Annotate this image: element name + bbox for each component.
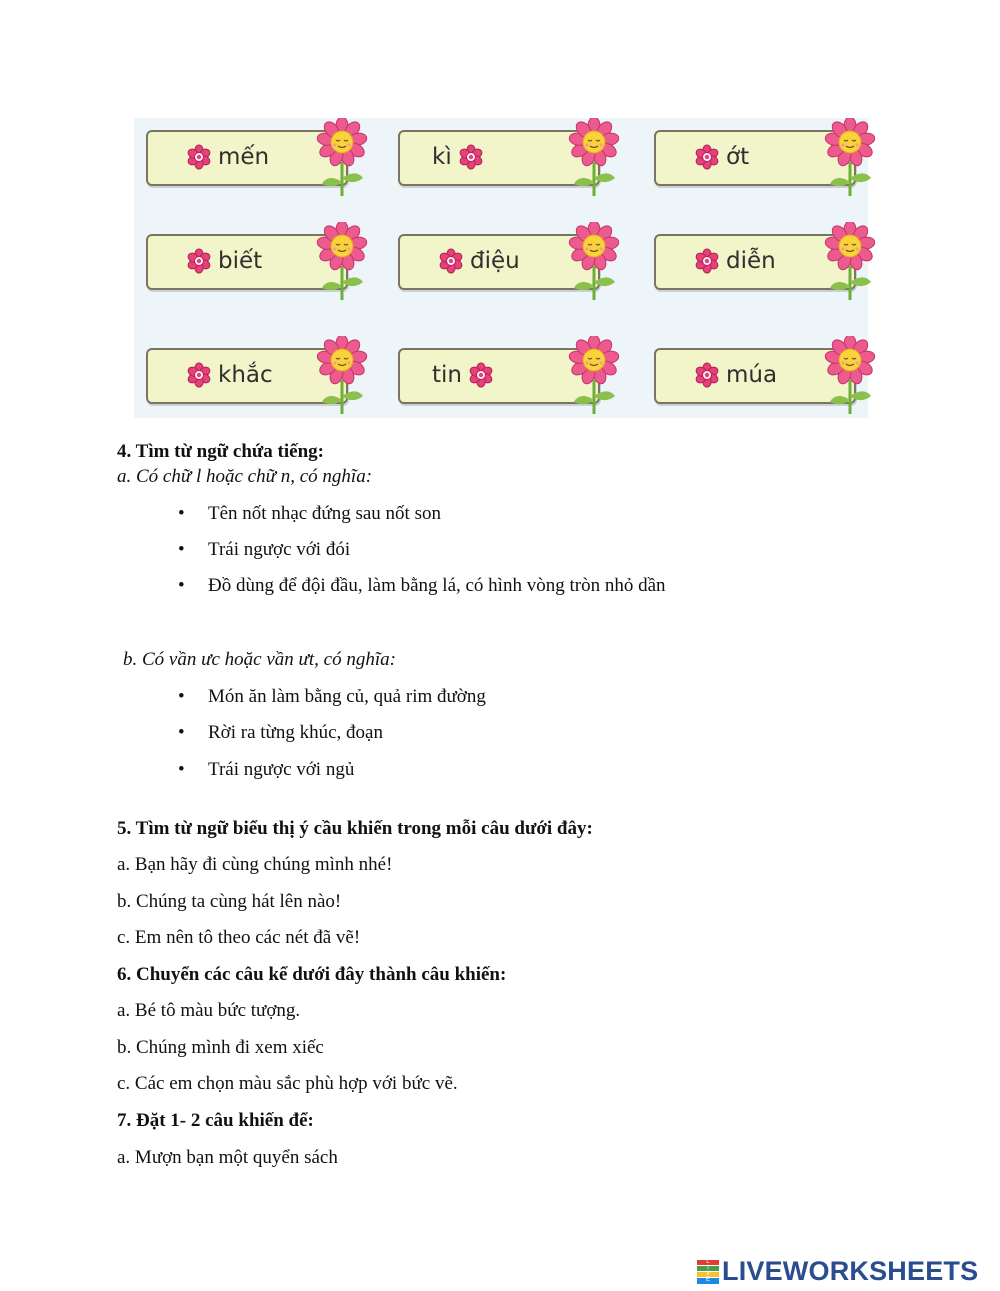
pink-flower-icon (468, 362, 494, 388)
logo-block-letter: V (697, 1272, 719, 1277)
word-card-text (688, 248, 776, 274)
word-part-after: khắc (218, 362, 273, 388)
word-card-text (180, 144, 269, 170)
brand-name: LIVEWORKSHEETS (722, 1256, 979, 1286)
word-card (398, 348, 600, 404)
q5-item-a: a. Bạn hãy đi cùng chúng mình nhé! (117, 854, 393, 875)
word-card-text (432, 144, 490, 170)
q6-item-b: b. Chúng mình đi xem xiếc (117, 1037, 324, 1058)
smiling-sunflower-icon (824, 118, 876, 198)
word-card-text (432, 362, 500, 388)
list-item: • Trái ngược với đói (178, 539, 351, 560)
word-card (146, 130, 348, 186)
word-card-text (688, 362, 777, 388)
pink-flower-icon (186, 248, 212, 274)
list-item: • Rời ra từng khúc, đoạn (178, 722, 383, 743)
logo-block-letter: L (697, 1260, 719, 1265)
smiling-sunflower-icon (316, 222, 368, 302)
word-card (398, 234, 600, 290)
q6-item-a: a. Bé tô màu bức tượng. (117, 1000, 301, 1021)
word-cards-image (134, 118, 868, 418)
pink-flower-icon (694, 144, 720, 170)
pink-flower-icon (186, 144, 212, 170)
q7-item-a: a. Mượn bạn một quyển sách (117, 1147, 338, 1168)
pink-flower-icon (438, 248, 464, 274)
q6-item-c: c. Các em chọn màu sắc phù hợp với bức vẽ. (117, 1073, 458, 1094)
word-card (146, 234, 348, 290)
q5-item-c: c. Em nên tô theo các nét đã vẽ! (117, 927, 361, 948)
word-card (654, 234, 856, 290)
list-item: • Đồ dùng để đội đầu, làm bằng lá, có hình vòng tròn nhỏ dần (178, 575, 666, 596)
word-card-text (180, 362, 273, 388)
word-card (146, 348, 348, 404)
word-part-after: mến (218, 144, 270, 170)
logo-blocks-icon (697, 1260, 719, 1284)
word-part-after: điệu (470, 248, 520, 274)
q6-title: 6. Chuyển các câu kể dưới đây thành câu khiến: (117, 964, 507, 985)
pink-flower-icon (458, 144, 484, 170)
logo-block-letter: I (697, 1266, 719, 1271)
word-part-after: ớt (726, 144, 750, 170)
word-part-before: kì (432, 144, 452, 170)
list-item: • Món ăn làm bằng củ, quả rim đường (178, 686, 486, 707)
q4-b-label: b. Có vần ưc hoặc vần ưt, có nghĩa: (123, 649, 396, 670)
word-card-text (432, 248, 520, 274)
smiling-sunflower-icon (568, 222, 620, 302)
logo-block-letter: E (697, 1278, 719, 1283)
smiling-sunflower-icon (568, 118, 620, 198)
word-part-after: múa (726, 362, 778, 388)
smiling-sunflower-icon (316, 336, 368, 416)
smiling-sunflower-icon (824, 222, 876, 302)
pink-flower-icon (186, 362, 212, 388)
liveworksheets-logo (697, 1256, 978, 1287)
word-card (654, 130, 856, 186)
smiling-sunflower-icon (568, 336, 620, 416)
word-part-before: tin (432, 362, 462, 388)
q5-title: 5. Tìm từ ngữ biểu thị ý cầu khiến trong mỗi câu dưới đây: (117, 818, 593, 839)
word-part-after: biết (218, 248, 263, 274)
q4-title: 4. Tìm từ ngữ chứa tiếng: (117, 441, 324, 462)
list-item: • Tên nốt nhạc đứng sau nốt son (178, 503, 441, 524)
word-part-after: diễn (726, 248, 776, 274)
q5-item-b: b. Chúng ta cùng hát lên nào! (117, 891, 342, 912)
smiling-sunflower-icon (316, 118, 368, 198)
word-card (398, 130, 600, 186)
pink-flower-icon (694, 362, 720, 388)
smiling-sunflower-icon (824, 336, 876, 416)
pink-flower-icon (694, 248, 720, 274)
list-item: • Trái ngược với ngủ (178, 759, 355, 780)
word-card (654, 348, 856, 404)
word-card-text (180, 248, 262, 274)
word-card-text (688, 144, 749, 170)
q4-a-label: a. Có chữ l hoặc chữ n, có nghĩa: (117, 466, 373, 487)
q7-title: 7. Đặt 1- 2 câu khiến để: (117, 1110, 314, 1131)
